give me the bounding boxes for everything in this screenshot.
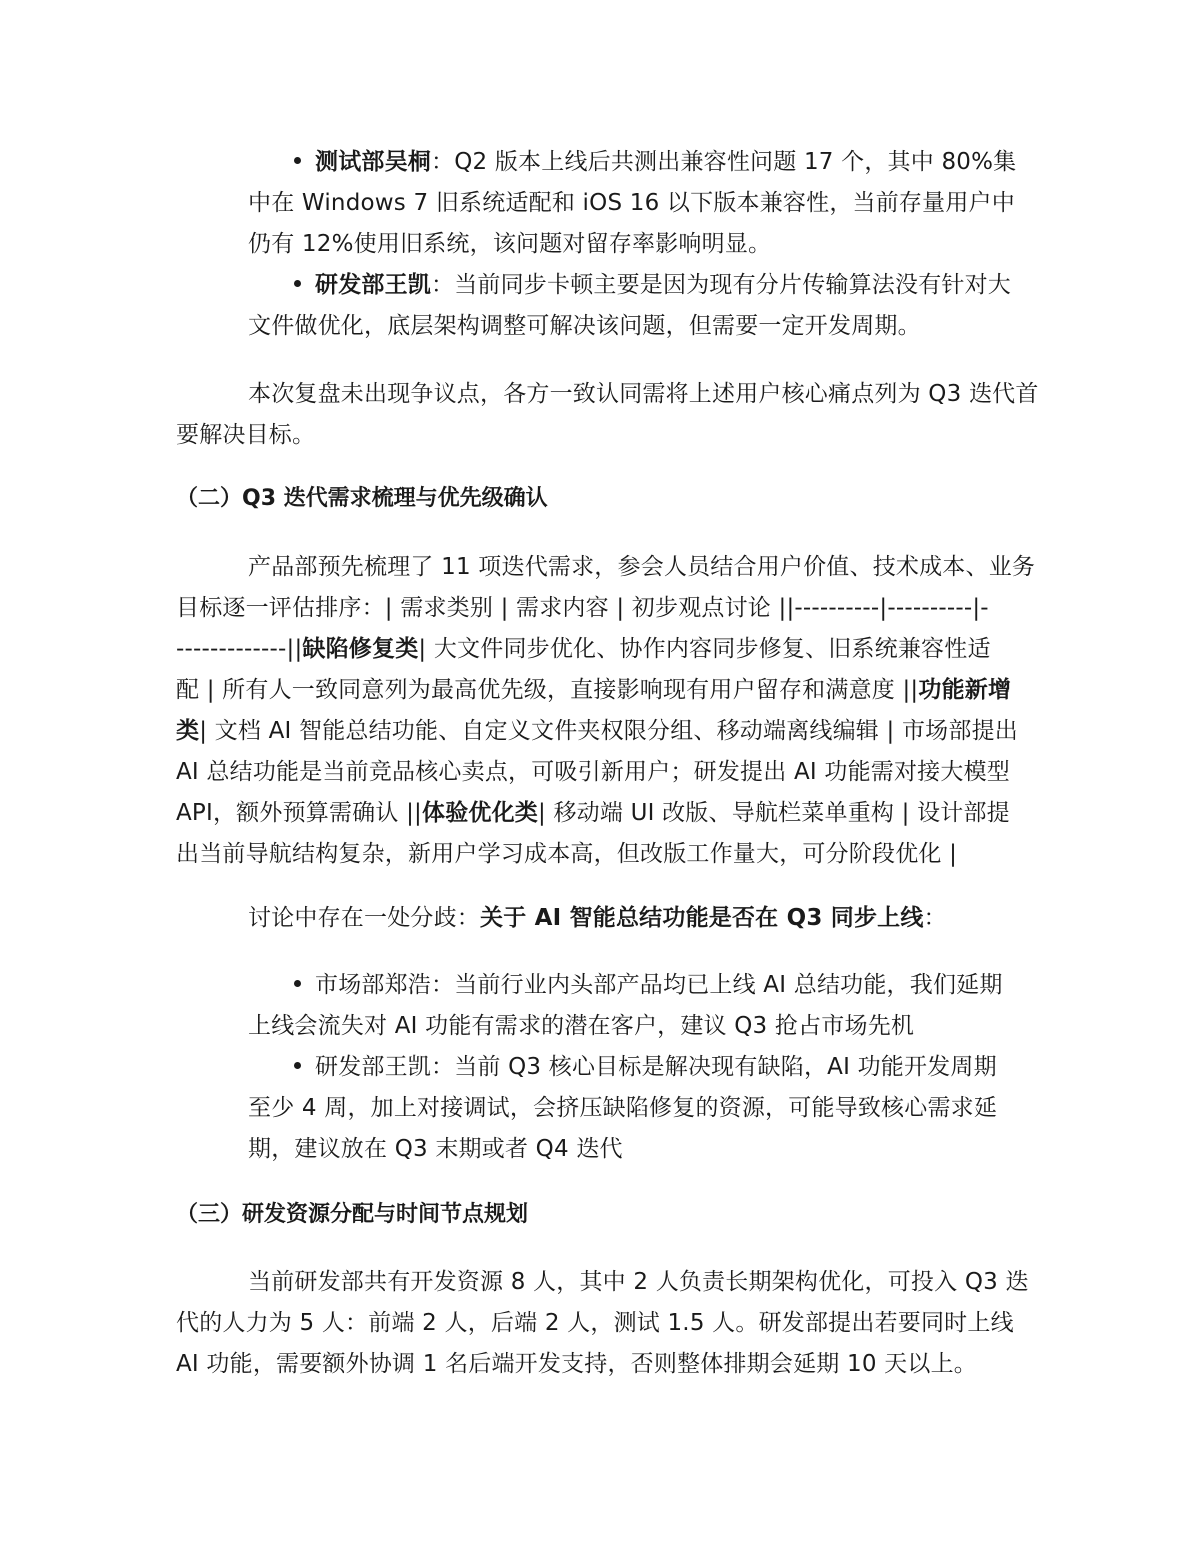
requirements-paragraph: 产品部预先梳理了 11 项迭代需求，参会人员结合用户价值、技术成本、业务 目标逐一评估排序：| 需求类别 | 需求内容 | 初步观点讨论 ||----------|----------|- -------------||缺陷修复类| 大文件同步优化、协作内容同步修复、旧系统兼容性适 配 | 所有人一致同意列为最高优先级，直接影响现有用户留存和满意度 ||功能新增 类| 文档 AI 智能总结功能、自定义文件夹权限分组、移动端离线编辑 | 市场部提出 AI 总结功能是当前竞品核心卖点，可吸引新用户；研发提出 AI 功能需对接大模型 API，额外预算需确认 ||体验优化类| 移动端 UI 改版、导航栏菜单重构 | 设计部提 出当前导航结构复杂，新用户学习成本高，但改版工作量大，可分阶段优化 | <box>176 554 1036 867</box>
bullet-icon <box>294 157 301 164</box>
list-item: 研发部王凯：当前 Q3 核心目标是解决现有缺陷，AI 功能开发周期 <box>176 1047 1026 1088</box>
list-item-continuation: 期，建议放在 Q3 末期或者 Q4 迭代 <box>248 1136 623 1162</box>
section-heading-3: （三）研发资源分配与时间节点规划 <box>176 1202 529 1227</box>
bullet-icon <box>294 1062 301 1069</box>
divergence-topic: 关于 AI 智能总结功能是否在 Q3 同步上线 <box>480 905 924 931</box>
bullet-list-top <box>176 142 1026 347</box>
list-item-continuation: 文件做优化，底层架构调整可解决该问题，但需要一定开发周期。 <box>248 313 921 339</box>
list-item-continuation: 至少 4 周，加上对接调试，会挤压缺陷修复的资源，可能导致核心需求延 <box>248 1095 998 1121</box>
list-item: 研发部王凯：当前同步卡顿主要是因为现有分片传输算法没有针对大 <box>176 265 1026 306</box>
speaker-name: 研发部王凯 <box>315 272 431 298</box>
list-item-continuation: 中在 Windows 7 旧系统适配和 iOS 16 以下版本兼容性，当前存量用户中 <box>248 190 1015 216</box>
bullet-icon <box>294 980 301 987</box>
summary-paragraph: 本次复盘未出现争议点，各方一致认同需将上述用户核心痛点列为 Q3 迭代首 要解决目标。 <box>176 381 1039 448</box>
list-item-continuation: 上线会流失对 AI 功能有需求的潜在客户，建议 Q3 抢占市场先机 <box>248 1013 915 1039</box>
category-label: 类 <box>176 718 200 744</box>
bullet-icon <box>294 280 301 287</box>
category-label: 功能新增 <box>918 677 1012 703</box>
bullet-list-opinions <box>176 965 1026 1170</box>
resource-paragraph: 当前研发部共有开发资源 8 人，其中 2 人负责长期架构优化，可投入 Q3 迭 代的人力为 5 人：前端 2 人，后端 2 人，测试 1.5 人。研发部提出若要同时上线 AI 功能，需要额外协调 1 名后端开发支持，否则整体排期会延期 10 天以上。 <box>176 1269 1029 1377</box>
divergence-paragraph: 讨论中存在一处分歧：关于 AI 智能总结功能是否在 Q3 同步上线： <box>248 905 947 931</box>
list-item: 市场部郑浩：当前行业内头部产品均已上线 AI 总结功能，我们延期 <box>176 965 1026 1006</box>
speaker-name: 测试部吴桐 <box>315 149 431 175</box>
category-label: 体验优化类 <box>422 800 538 826</box>
section-heading-2: （二）Q3 迭代需求梳理与优先级确认 <box>176 486 548 511</box>
list-item: 测试部吴桐：Q2 版本上线后共测出兼容性问题 17 个，其中 80%集 <box>176 142 1026 183</box>
category-label: 缺陷修复类 <box>302 636 419 662</box>
list-item-continuation: 仍有 12%使用旧系统，该问题对留存率影响明显。 <box>248 231 772 257</box>
